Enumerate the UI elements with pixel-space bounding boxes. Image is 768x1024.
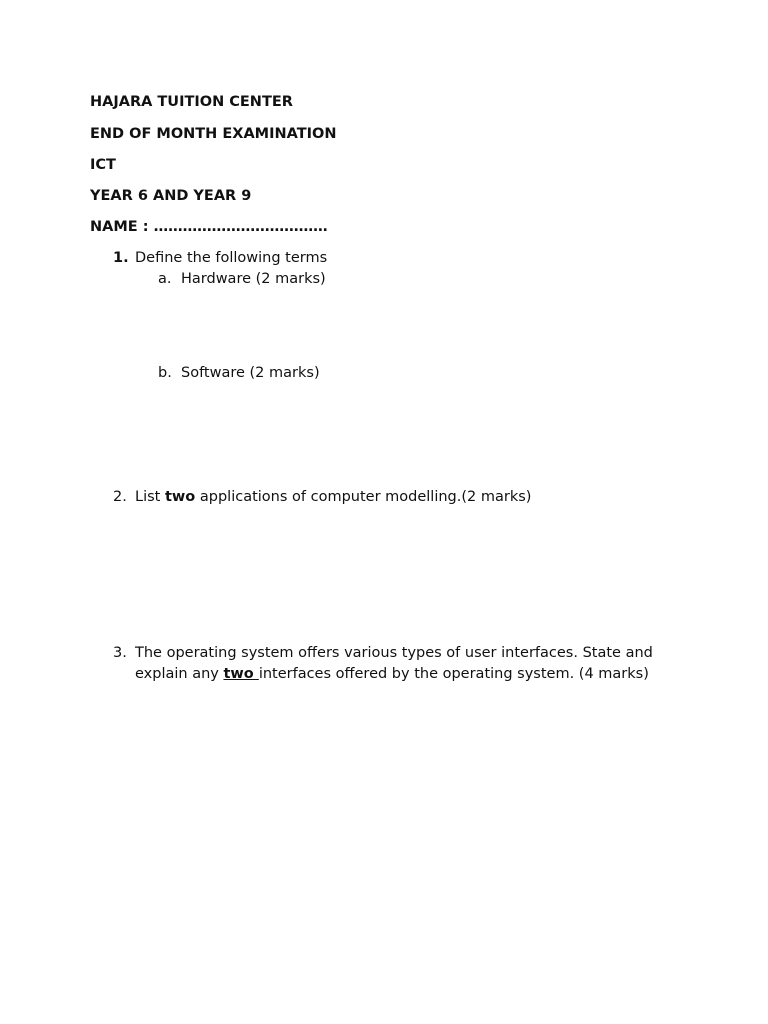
question-3-emphasis: two — [223, 666, 259, 682]
question-1a-letter: a. — [158, 271, 172, 287]
question-1a-text: Hardware (2 marks) — [181, 271, 326, 287]
exam-title: END OF MONTH EXAMINATION — [90, 126, 337, 142]
question-2-text-after: applications of computer modelling.(2 marks) — [195, 489, 532, 505]
question-1-text: Define the following terms — [135, 250, 328, 266]
name-line: NAME : ……………………………… — [90, 219, 328, 235]
question-3-number: 3. — [113, 645, 127, 661]
question-2-text-before: List — [135, 489, 165, 505]
school-name: HAJARA TUITION CENTER — [90, 94, 293, 110]
question-3-line-1: The operating system offers various types of user interfaces. State and — [135, 645, 653, 661]
question-2-text — [135, 487, 531, 507]
question-1-number: 1. — [113, 250, 129, 266]
question-3-text-before: explain any — [135, 666, 224, 682]
question-1b-letter: b. — [158, 365, 172, 381]
question-2-emphasis: two — [164, 489, 196, 505]
question-3-line-2 — [135, 664, 649, 684]
question-3-text-after: interfaces offered by the operating system. (4 marks) — [258, 666, 649, 682]
year-level: YEAR 6 AND YEAR 9 — [90, 188, 252, 204]
subject-title: ICT — [90, 157, 116, 173]
question-2-number: 2. — [113, 489, 127, 505]
question-1b-text: Software (2 marks) — [181, 365, 320, 381]
